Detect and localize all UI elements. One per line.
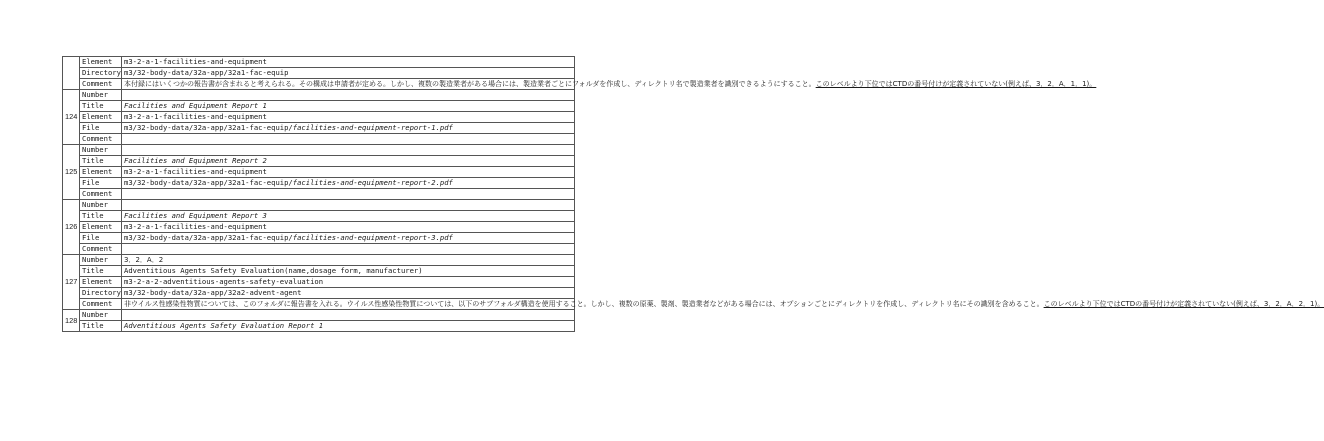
label-title: Title xyxy=(80,101,122,112)
label-element: Element xyxy=(80,222,122,233)
table-row xyxy=(63,222,575,233)
label-element: Element xyxy=(80,167,122,178)
table-row xyxy=(63,266,575,277)
comment-value xyxy=(122,299,1324,310)
directory-value: m3/32-body-data/32a-app/32a1-fac-equip xyxy=(122,68,575,79)
file-value xyxy=(122,123,575,134)
label-element: Element xyxy=(80,277,122,288)
table-row xyxy=(63,178,575,189)
comment-note: このレベルより下位ではCTDの番号付けが定義されていない(例えば、3．2．A．1．1)。 xyxy=(815,80,1097,88)
table-row xyxy=(63,288,575,299)
row-number: 128 xyxy=(63,310,80,332)
comment-text: 本付録にはいくつかの報告書が含まれると考えられる。その構成は申請者が定める。しかし、複数の製造業者がある場合には、製造業者ごとにフォルダを作成し、ディレクトリ名で製造業者を識別できるようにすること。 xyxy=(124,80,816,88)
title-value: Facilities and Equipment Report 1 xyxy=(122,101,575,112)
file-dir: m3/32-body-data/32a-app/32a1-fac-equip/ xyxy=(124,178,293,187)
title-value: Adventitious Agents Safety Evaluation(name,dosage form, manufacturer) xyxy=(122,266,575,277)
label-title: Title xyxy=(80,266,122,277)
element-value: m3-2-a-1-facilities-and-equipment xyxy=(122,57,575,68)
table-row xyxy=(63,68,575,79)
file-value xyxy=(122,233,575,244)
row-number-cell xyxy=(63,57,80,90)
table-row xyxy=(63,145,575,156)
table-row xyxy=(63,244,575,255)
row-number: 125 xyxy=(63,145,80,200)
file-dir: m3/32-body-data/32a-app/32a1-fac-equip/ xyxy=(124,123,293,132)
table-row xyxy=(63,310,575,321)
label-title: Title xyxy=(80,321,122,332)
table-row xyxy=(63,167,575,178)
file-name: facilities-and-equipment-report-2.pdf xyxy=(292,178,453,187)
table-row xyxy=(63,90,575,101)
element-value: m3-2-a-1-facilities-and-equipment xyxy=(122,167,575,178)
label-title: Title xyxy=(80,211,122,222)
element-value: m3-2-a-2-adventitious-agents-safety-evaluation xyxy=(122,277,575,288)
label-file: File xyxy=(80,178,122,189)
label-number: Number xyxy=(80,90,122,101)
number-value: 3．2．A．2 xyxy=(122,255,575,266)
title-value: Adventitious Agents Safety Evaluation Report 1 xyxy=(122,321,575,332)
label-number: Number xyxy=(80,200,122,211)
label-number: Number xyxy=(80,145,122,156)
table-row xyxy=(63,112,575,123)
comment-note: このレベルより下位ではCTDの番号付けが定義されていない(例えば、3．2．A．2．1)。 xyxy=(1043,300,1324,308)
table-row xyxy=(63,277,575,288)
file-name: facilities-and-equipment-report-3.pdf xyxy=(292,233,453,242)
file-spec-table xyxy=(62,56,1324,332)
label-comment: Comment xyxy=(80,244,122,255)
file-value xyxy=(122,178,575,189)
element-value: m3-2-a-1-facilities-and-equipment xyxy=(122,112,575,123)
file-dir: m3/32-body-data/32a-app/32a1-fac-equip/ xyxy=(124,233,293,242)
table-row xyxy=(63,123,575,134)
element-value: m3-2-a-1-facilities-and-equipment xyxy=(122,222,575,233)
table-row xyxy=(63,200,575,211)
table-row xyxy=(63,57,575,68)
label-comment: Comment xyxy=(80,79,122,90)
table-row xyxy=(63,233,575,244)
table-row xyxy=(63,101,575,112)
label-file: File xyxy=(80,123,122,134)
table-row xyxy=(63,321,575,332)
number-value xyxy=(122,145,575,156)
table-row xyxy=(63,79,575,90)
label-element: Element xyxy=(80,57,122,68)
table-row xyxy=(63,134,575,145)
table-row xyxy=(63,156,575,167)
table-row xyxy=(63,255,575,266)
row-number: 127 xyxy=(63,255,80,310)
comment-value xyxy=(122,244,575,255)
label-file: File xyxy=(80,233,122,244)
number-value xyxy=(122,310,575,321)
file-name: facilities-and-equipment-report-1.pdf xyxy=(292,123,453,132)
title-value: Facilities and Equipment Report 3 xyxy=(122,211,575,222)
table-row xyxy=(63,211,575,222)
label-title: Title xyxy=(80,156,122,167)
comment-value xyxy=(122,189,575,200)
number-value xyxy=(122,90,575,101)
label-comment: Comment xyxy=(80,299,122,310)
comment-text: 非ウイルス性感染性物質については、このフォルダに報告書を入れる。ウイルス性感染性物質については、以下のサブフォルダ構造を使用すること。しかし、複数の原薬、製剤、製造業者などがある場合には、オプションごとにディレクトリを作成し、ディレクトリ名にその識別を含めること。 xyxy=(124,300,1044,308)
comment-value xyxy=(122,134,575,145)
table-row xyxy=(63,299,575,310)
label-comment: Comment xyxy=(80,189,122,200)
title-value: Facilities and Equipment Report 2 xyxy=(122,156,575,167)
label-directory: Directory xyxy=(80,68,122,79)
number-value xyxy=(122,200,575,211)
label-element: Element xyxy=(80,112,122,123)
table-row xyxy=(63,189,575,200)
label-number: Number xyxy=(80,255,122,266)
directory-value: m3/32-body-data/32a-app/32a2-advent-agent xyxy=(122,288,575,299)
row-number: 124 xyxy=(63,90,80,145)
label-comment: Comment xyxy=(80,134,122,145)
row-number: 126 xyxy=(63,200,80,255)
label-directory: Directory xyxy=(80,288,122,299)
label-number: Number xyxy=(80,310,122,321)
comment-value xyxy=(122,79,1097,90)
